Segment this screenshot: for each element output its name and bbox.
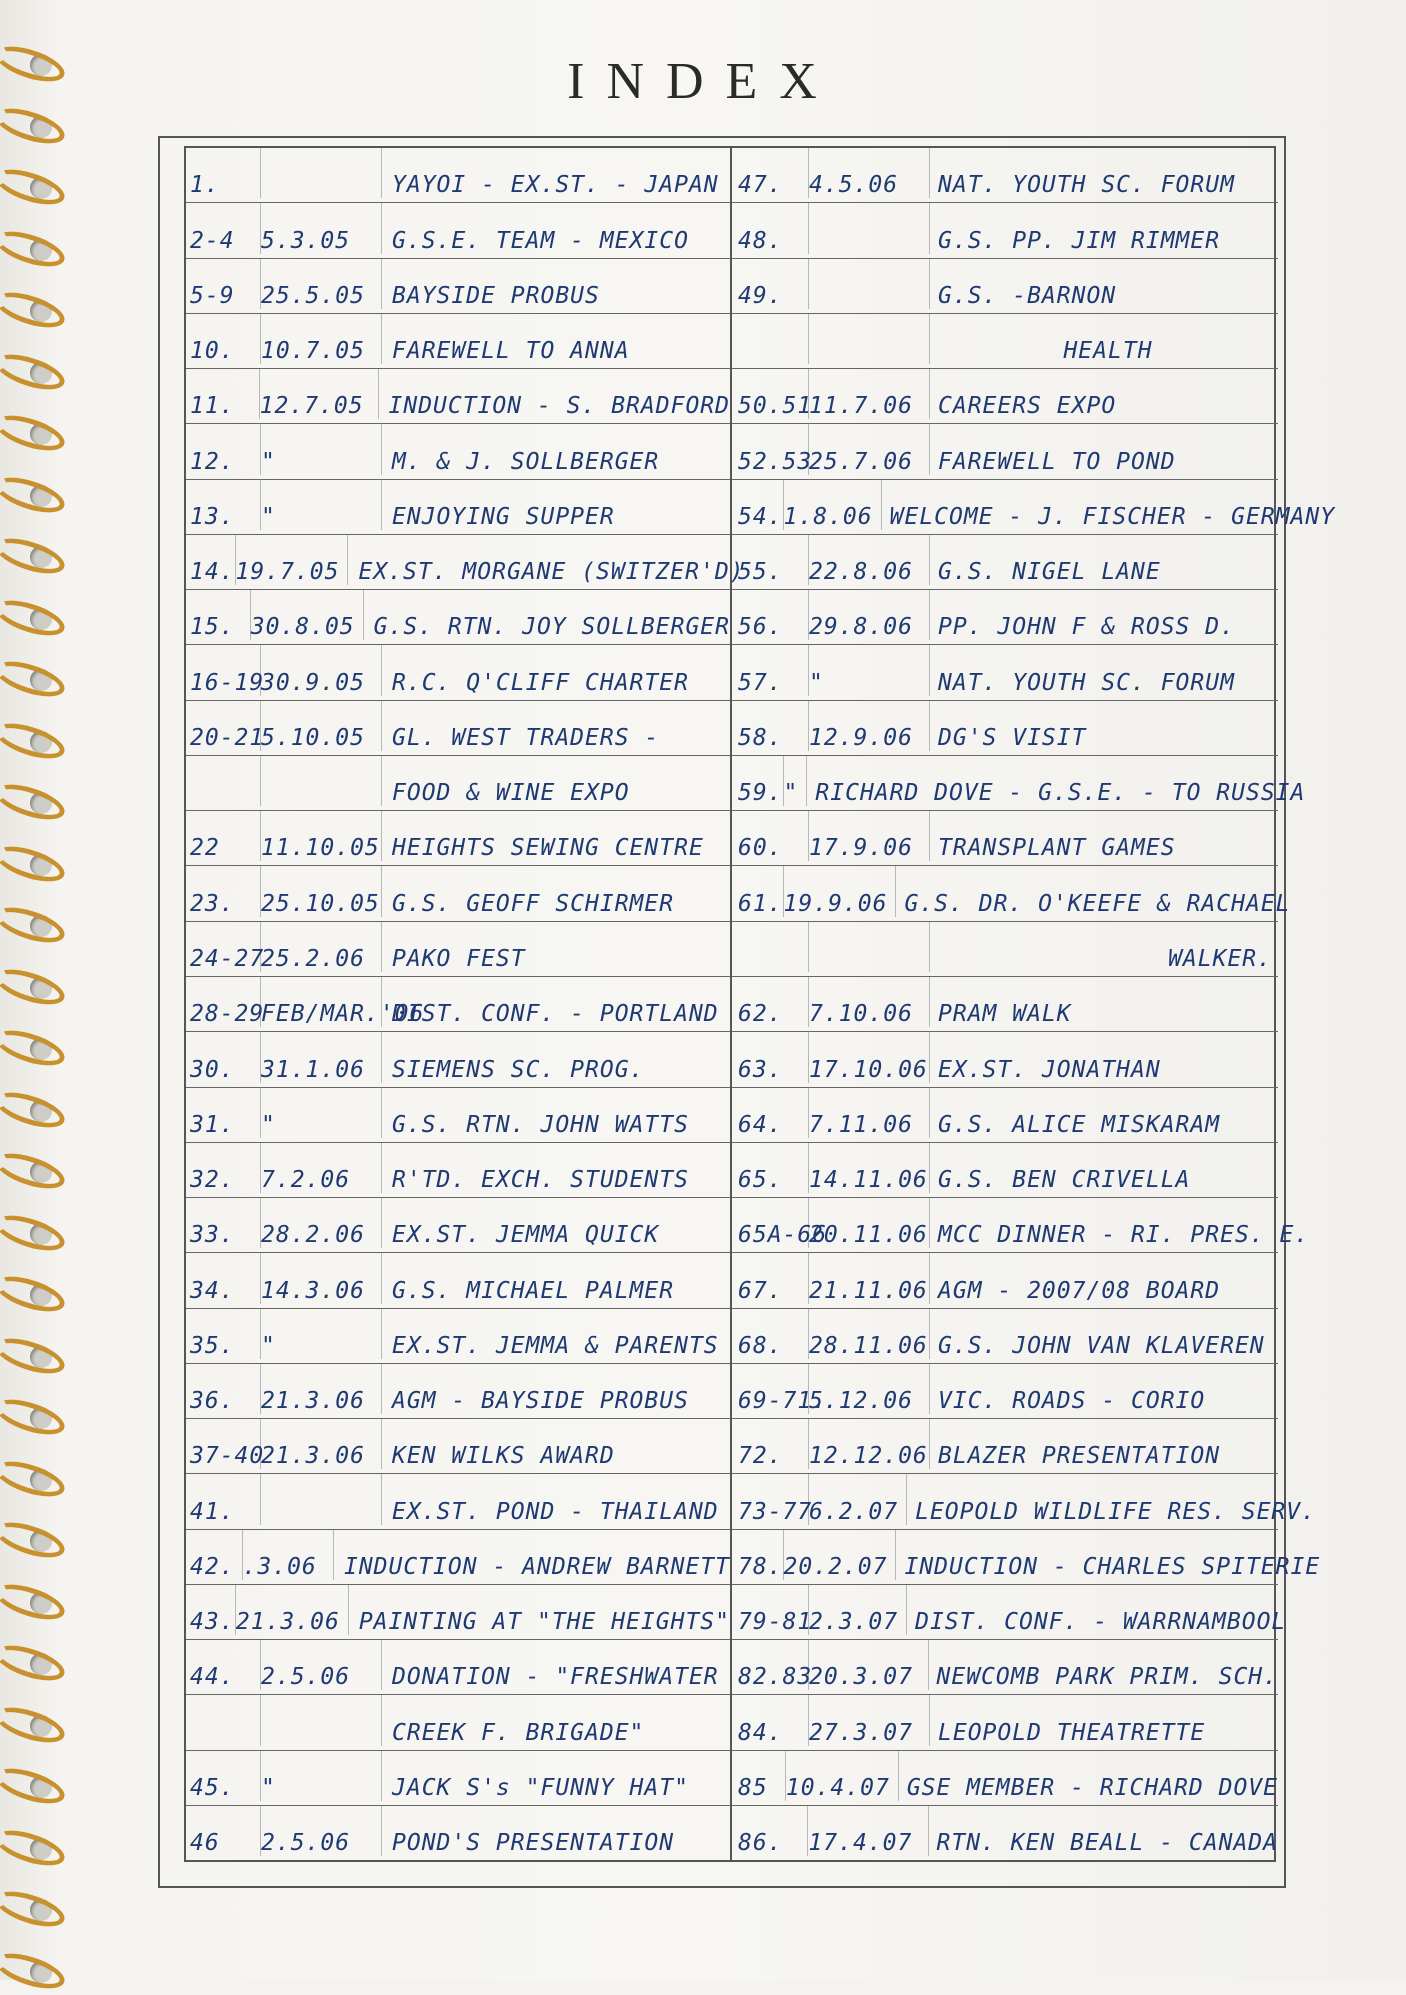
index-entry: G.S. DR. O'KEEFE & RACHAEL bbox=[904, 890, 1291, 917]
index-date: 27.3.07 bbox=[809, 1695, 930, 1745]
index-row bbox=[732, 1198, 1310, 1253]
index-entry: DONATION - "FRESHWATER bbox=[392, 1664, 719, 1691]
index-row bbox=[732, 756, 1306, 811]
index-date: 28.2.06 bbox=[261, 1198, 382, 1248]
index-date bbox=[261, 148, 382, 198]
index-page-number: 67. bbox=[732, 1253, 809, 1303]
index-row bbox=[732, 866, 1291, 921]
index-row bbox=[186, 811, 730, 866]
index-entry: DIST. CONF. - PORTLAND bbox=[392, 1001, 719, 1028]
spiral-ring bbox=[0, 1639, 69, 1688]
index-page-number: 73-77 bbox=[732, 1474, 809, 1524]
index-page-number: 47. bbox=[732, 148, 809, 198]
index-entry: RTN. KEN BEALL - CANADA bbox=[936, 1830, 1278, 1857]
index-date: " bbox=[261, 424, 382, 474]
index-entry: G.S. JOHN VAN KLAVEREN bbox=[938, 1332, 1265, 1359]
index-date bbox=[809, 922, 930, 972]
index-page-number: 58. bbox=[732, 701, 809, 751]
index-page-number: 42. bbox=[186, 1530, 243, 1580]
index-row bbox=[732, 480, 1336, 535]
spiral-ring bbox=[0, 1085, 69, 1134]
index-date: " bbox=[261, 1309, 382, 1359]
index-entry: BAYSIDE PROBUS bbox=[392, 282, 600, 309]
index-row bbox=[186, 1032, 730, 1087]
index-entry: G.S. PP. JIM RIMMER bbox=[938, 227, 1221, 254]
index-page-number: 65. bbox=[732, 1143, 809, 1193]
index-row bbox=[732, 535, 1278, 590]
spiral-ring bbox=[0, 409, 69, 458]
index-page-number: 78. bbox=[732, 1530, 784, 1580]
index-page-number: 60. bbox=[732, 811, 809, 861]
page-title: INDEX bbox=[567, 53, 839, 110]
spiral-ring bbox=[0, 1577, 69, 1626]
spiral-ring bbox=[0, 716, 69, 765]
index-date: " bbox=[261, 1088, 382, 1138]
index-entry: EX.ST. JONATHAN bbox=[938, 1056, 1161, 1083]
index-date: 31.1.06 bbox=[261, 1032, 382, 1082]
index-page-number: 20-21 bbox=[186, 701, 261, 751]
index-date: 25.2.06 bbox=[261, 922, 382, 972]
spiral-ring bbox=[0, 1516, 69, 1565]
index-page-number: 12. bbox=[186, 424, 261, 474]
index-date: 1.8.06 bbox=[784, 480, 882, 530]
index-entry: NAT. YOUTH SC. FORUM bbox=[938, 669, 1235, 696]
spiral-binding bbox=[0, 0, 90, 1980]
index-row bbox=[186, 1143, 730, 1198]
index-page-number bbox=[732, 314, 809, 364]
index-row bbox=[732, 1364, 1278, 1419]
index-page-number: 59. bbox=[732, 756, 784, 806]
index-date: 25.7.06 bbox=[809, 424, 930, 474]
index-page-number bbox=[732, 922, 809, 972]
index-date: 21.11.06 bbox=[809, 1253, 930, 1303]
index-date: " bbox=[809, 645, 930, 695]
index-row bbox=[732, 1806, 1278, 1860]
spiral-ring bbox=[0, 1393, 69, 1442]
index-date: 25.5.05 bbox=[261, 259, 382, 309]
index-entry: GSE MEMBER - RICHARD DOVE bbox=[906, 1774, 1278, 1801]
index-entry: WELCOME - J. FISCHER - GERMANY bbox=[889, 503, 1336, 530]
index-entry: G.S. GEOFF SCHIRMER bbox=[392, 890, 675, 917]
spiral-ring bbox=[0, 1700, 69, 1749]
index-date: 21.3.06 bbox=[261, 1364, 382, 1414]
index-entry: G.S.E. TEAM - MEXICO bbox=[392, 227, 689, 254]
index-page-number: 45. bbox=[186, 1751, 261, 1801]
index-entry: POND'S PRESENTATION bbox=[392, 1830, 675, 1857]
spiral-ring bbox=[0, 655, 69, 704]
index-entry: MCC DINNER - RI. PRES. E. bbox=[938, 1222, 1310, 1249]
index-date: 17.10.06 bbox=[809, 1032, 930, 1082]
index-date: " bbox=[261, 1751, 382, 1801]
index-row bbox=[732, 1695, 1278, 1750]
index-row bbox=[186, 148, 730, 203]
index-date: 22.8.06 bbox=[809, 535, 930, 585]
index-page-number: 54. bbox=[732, 480, 784, 530]
index-row bbox=[732, 1253, 1278, 1308]
spiral-ring bbox=[0, 1024, 69, 1073]
index-row bbox=[186, 314, 730, 369]
index-entry: G.S. BEN CRIVELLA bbox=[938, 1167, 1191, 1194]
spiral-ring bbox=[0, 901, 69, 950]
index-row bbox=[186, 1806, 730, 1860]
index-date: 5.12.06 bbox=[809, 1364, 930, 1414]
index-date: 12.7.05 bbox=[260, 369, 379, 419]
index-date: 14.11.06 bbox=[809, 1143, 930, 1193]
index-entry: KEN WILKS AWARD bbox=[392, 1443, 615, 1470]
index-entry: INDUCTION - CHARLES SPITERIE bbox=[904, 1553, 1321, 1580]
index-row bbox=[186, 1585, 730, 1640]
index-date: 19.9.06 bbox=[784, 866, 897, 916]
spiral-ring bbox=[0, 1823, 69, 1872]
index-entry: R'TD. EXCH. STUDENTS bbox=[392, 1167, 689, 1194]
index-entry: NEWCOMB PARK PRIM. SCH. bbox=[936, 1664, 1278, 1691]
index-column-right bbox=[732, 148, 1336, 1860]
index-page-number bbox=[186, 756, 261, 806]
index-date: 20.3.07 bbox=[809, 1640, 929, 1690]
index-page-number: 23. bbox=[186, 866, 261, 916]
index-entry: EX.ST. POND - THAILAND bbox=[392, 1498, 719, 1525]
index-row bbox=[732, 203, 1278, 258]
index-page-number: 35. bbox=[186, 1309, 261, 1359]
index-entry: NAT. YOUTH SC. FORUM bbox=[938, 172, 1235, 199]
index-page-number: 85 bbox=[732, 1751, 786, 1801]
index-entry: WALKER. bbox=[1168, 945, 1272, 972]
spiral-ring bbox=[0, 778, 69, 827]
index-page-number: 49. bbox=[732, 259, 809, 309]
index-row bbox=[186, 866, 730, 921]
index-row bbox=[732, 1088, 1278, 1143]
index-page-number: 72. bbox=[732, 1419, 809, 1469]
spiral-ring bbox=[0, 470, 69, 519]
index-page-number: 15. bbox=[186, 590, 251, 640]
index-entry: AGM - 2007/08 BOARD bbox=[938, 1277, 1221, 1304]
index-date bbox=[809, 314, 930, 364]
spiral-ring bbox=[0, 224, 69, 273]
spiral-ring bbox=[0, 1946, 69, 1995]
index-page-number: 1. bbox=[186, 148, 261, 198]
index-page-number: 44. bbox=[186, 1640, 261, 1690]
index-row bbox=[732, 1143, 1278, 1198]
index-page-number: 63. bbox=[732, 1032, 809, 1082]
index-entry: FAREWELL TO ANNA bbox=[392, 338, 630, 365]
index-date: 20.2.07 bbox=[784, 1530, 897, 1580]
index-entry: GL. WEST TRADERS - bbox=[392, 724, 660, 751]
index-entry: PP. JOHN F & ROSS D. bbox=[938, 614, 1235, 641]
index-entry: RICHARD DOVE - G.S.E. - TO RUSSIA bbox=[815, 780, 1306, 807]
index-page-number: 52.53 bbox=[732, 424, 809, 474]
index-entry: JACK S's "FUNNY HAT" bbox=[392, 1774, 689, 1801]
index-entry: CREEK F. BRIGADE" bbox=[392, 1719, 645, 1746]
index-page-number: 62. bbox=[732, 977, 809, 1027]
index-date: 10.4.07 bbox=[786, 1751, 899, 1801]
index-row bbox=[732, 977, 1278, 1032]
index-entry: AGM - BAYSIDE PROBUS bbox=[392, 1388, 689, 1415]
index-entry: TRANSPLANT GAMES bbox=[938, 835, 1176, 862]
index-row bbox=[732, 590, 1278, 645]
spiral-ring bbox=[0, 1208, 69, 1257]
index-row bbox=[732, 1530, 1321, 1585]
index-row bbox=[186, 203, 730, 258]
index-page-number: 22 bbox=[186, 811, 261, 861]
index-row bbox=[732, 922, 1278, 977]
index-date: 2.3.07 bbox=[809, 1585, 907, 1635]
spiral-ring bbox=[0, 962, 69, 1011]
index-date: 10.7.05 bbox=[261, 314, 382, 364]
index-row bbox=[186, 756, 730, 811]
index-page-number: 61. bbox=[732, 866, 784, 916]
index-row bbox=[732, 314, 1278, 369]
index-entry: FOOD & WINE EXPO bbox=[392, 780, 630, 807]
index-entry: M. & J. SOLLBERGER bbox=[392, 448, 660, 475]
spiral-ring bbox=[0, 163, 69, 212]
index-row bbox=[732, 259, 1278, 314]
index-date: 2.5.06 bbox=[261, 1806, 382, 1856]
index-date: 19.7.05 bbox=[236, 535, 349, 585]
index-row bbox=[186, 424, 730, 479]
index-page-number: 33. bbox=[186, 1198, 261, 1248]
index-row bbox=[186, 701, 730, 756]
index-row bbox=[732, 369, 1278, 424]
index-date: 20.11.06 bbox=[809, 1198, 930, 1248]
index-entry: HEIGHTS SEWING CENTRE bbox=[392, 835, 704, 862]
index-date: 4.5.06 bbox=[809, 148, 930, 198]
index-page-number: 31. bbox=[186, 1088, 261, 1138]
index-row bbox=[186, 1088, 730, 1143]
index-page-number: 50.51 bbox=[732, 369, 809, 419]
index-entry: G.S. NIGEL LANE bbox=[938, 559, 1161, 586]
index-row bbox=[732, 1032, 1278, 1087]
index-row bbox=[186, 259, 730, 314]
index-entry: G.S. RTN. JOHN WATTS bbox=[392, 1111, 689, 1138]
index-date: 12.12.06 bbox=[809, 1419, 930, 1469]
index-row bbox=[732, 424, 1278, 479]
index-entry: PAKO FEST bbox=[392, 945, 526, 972]
index-row bbox=[186, 590, 730, 645]
index-date: 17.4.07 bbox=[808, 1806, 928, 1856]
spiral-ring bbox=[0, 1885, 69, 1934]
index-entry: FAREWELL TO POND bbox=[938, 448, 1176, 475]
index-page-number: 64. bbox=[732, 1088, 809, 1138]
index-row bbox=[186, 977, 730, 1032]
index-page-number: 24-27 bbox=[186, 922, 261, 972]
index-entry: PRAM WALK bbox=[938, 1001, 1072, 1028]
index-row bbox=[186, 1695, 730, 1750]
index-entry: G.S. MICHAEL PALMER bbox=[392, 1277, 675, 1304]
index-row bbox=[732, 1309, 1278, 1364]
index-entry: R.C. Q'CLIFF CHARTER bbox=[392, 669, 689, 696]
index-date: 12.9.06 bbox=[809, 701, 930, 751]
index-page-number: 32. bbox=[186, 1143, 261, 1193]
index-row bbox=[732, 1585, 1287, 1640]
spiral-ring bbox=[0, 1147, 69, 1196]
index-page-number: 43. bbox=[186, 1585, 236, 1635]
index-date: 30.9.05 bbox=[261, 645, 382, 695]
index-entry: PAINTING AT "THE HEIGHTS" bbox=[358, 1609, 730, 1636]
index-date: " bbox=[784, 756, 808, 806]
index-row bbox=[186, 1419, 730, 1474]
index-column-left bbox=[186, 148, 745, 1860]
index-page-number: 48. bbox=[732, 203, 809, 253]
index-page-number: 57. bbox=[732, 645, 809, 695]
index-entry: HEALTH bbox=[1063, 338, 1153, 365]
index-entry: CAREERS EXPO bbox=[938, 393, 1117, 420]
index-row bbox=[732, 1640, 1278, 1695]
index-page-number: 82.83 bbox=[732, 1640, 809, 1690]
index-entry: YAYOI - EX.ST. - JAPAN bbox=[392, 172, 719, 199]
index-entry: INDUCTION - S. BRADFORD bbox=[388, 393, 730, 420]
index-row bbox=[186, 1198, 730, 1253]
index-page-number: 30. bbox=[186, 1032, 261, 1082]
index-row bbox=[186, 1751, 730, 1806]
index-date: 17.9.06 bbox=[809, 811, 930, 861]
index-page-number: 28-29 bbox=[186, 977, 261, 1027]
index-date: 11.10.05 bbox=[261, 811, 382, 861]
index-page-number: 84. bbox=[732, 1695, 809, 1745]
index-page-number: 65A-66 bbox=[732, 1198, 809, 1248]
index-row bbox=[732, 645, 1278, 700]
index-page-number: 5-9 bbox=[186, 259, 261, 309]
spiral-ring bbox=[0, 839, 69, 888]
index-table bbox=[184, 146, 1336, 1862]
index-row bbox=[186, 369, 730, 424]
index-page-number bbox=[186, 1695, 261, 1745]
index-page-number: 79-81 bbox=[732, 1585, 809, 1635]
index-entry: G.S. RTN. JOY SOLLBERGER bbox=[373, 614, 730, 641]
index-entry: G.S. ALICE MISKARAM bbox=[938, 1111, 1221, 1138]
index-date: 7.11.06 bbox=[809, 1088, 930, 1138]
index-page-number: 46 bbox=[186, 1806, 261, 1856]
index-page-number: 14. bbox=[186, 535, 236, 585]
spiral-ring bbox=[0, 347, 69, 396]
spiral-ring bbox=[0, 286, 69, 335]
index-page-number: 68. bbox=[732, 1309, 809, 1359]
index-date: 29.8.06 bbox=[809, 590, 930, 640]
index-row bbox=[186, 1253, 730, 1308]
index-entry: SIEMENS SC. PROG. bbox=[392, 1056, 645, 1083]
index-date: 7.2.06 bbox=[261, 1143, 382, 1193]
index-page-number: 69-71. bbox=[732, 1364, 809, 1414]
index-page-number: 34. bbox=[186, 1253, 261, 1303]
index-entry: DIST. CONF. - WARRNAMBOOL bbox=[915, 1609, 1287, 1636]
index-date: 5.10.05 bbox=[261, 701, 382, 751]
index-page-number: 11. bbox=[186, 369, 260, 419]
index-row bbox=[186, 1309, 730, 1364]
spiral-ring bbox=[0, 1331, 69, 1380]
index-page-number: 86. bbox=[732, 1806, 808, 1856]
spiral-ring bbox=[0, 1270, 69, 1319]
index-date bbox=[809, 259, 930, 309]
index-row bbox=[186, 1530, 730, 1585]
index-entry: EX.ST. JEMMA & PARENTS bbox=[392, 1332, 719, 1359]
index-row bbox=[186, 535, 745, 590]
index-row bbox=[186, 1364, 730, 1419]
index-date: " bbox=[261, 480, 382, 530]
index-entry: INDUCTION - ANDREW BARNETT bbox=[343, 1553, 730, 1580]
index-date: 25.10.05 bbox=[261, 866, 382, 916]
index-date bbox=[261, 1474, 382, 1524]
index-date: 28.11.06 bbox=[809, 1309, 930, 1359]
spiral-ring bbox=[0, 1454, 69, 1503]
index-date bbox=[261, 756, 382, 806]
index-entry: LEOPOLD WILDLIFE RES. SERV. bbox=[915, 1498, 1316, 1525]
index-entry: BLAZER PRESENTATION bbox=[938, 1443, 1221, 1470]
index-entry: ENJOYING SUPPER bbox=[392, 503, 615, 530]
index-entry: EX.ST. JEMMA QUICK bbox=[392, 1222, 660, 1249]
index-row bbox=[186, 922, 730, 977]
index-page-number: 56. bbox=[732, 590, 809, 640]
index-entry: VIC. ROADS - CORIO bbox=[938, 1388, 1206, 1415]
index-row bbox=[732, 148, 1278, 203]
index-entry: G.S. -BARNON bbox=[938, 282, 1117, 309]
index-date: 21.3.06 bbox=[236, 1585, 349, 1635]
index-date: 6.2.07 bbox=[809, 1474, 907, 1524]
index-date bbox=[809, 203, 930, 253]
index-page-number: 10. bbox=[186, 314, 261, 364]
index-date: 11.7.06 bbox=[809, 369, 930, 419]
index-page-number: 16-19 bbox=[186, 645, 261, 695]
index-row bbox=[732, 701, 1278, 756]
index-row bbox=[732, 811, 1278, 866]
index-date: 30.8.05 bbox=[251, 590, 364, 640]
spiral-ring bbox=[0, 593, 69, 642]
index-page-number: 41. bbox=[186, 1474, 261, 1524]
index-entry: DG'S VISIT bbox=[938, 724, 1087, 751]
index-row bbox=[732, 1474, 1316, 1529]
index-row bbox=[186, 1474, 730, 1529]
index-date bbox=[261, 1695, 382, 1745]
index-date: .3.06 bbox=[243, 1530, 334, 1580]
index-row bbox=[732, 1751, 1278, 1806]
index-date: FEB/MAR.'06 bbox=[261, 977, 382, 1027]
index-row bbox=[186, 480, 730, 535]
index-row bbox=[186, 1640, 730, 1695]
index-page-number: 2-4 bbox=[186, 203, 261, 253]
index-date: 7.10.06 bbox=[809, 977, 930, 1027]
index-date: 2.5.06 bbox=[261, 1640, 382, 1690]
index-page-number: 37-40 bbox=[186, 1419, 261, 1469]
index-row bbox=[186, 645, 730, 700]
index-entry: LEOPOLD THEATRETTE bbox=[938, 1719, 1206, 1746]
index-entry: EX.ST. MORGANE (SWITZER'D) bbox=[358, 559, 745, 586]
spiral-ring bbox=[0, 532, 69, 581]
index-date: 5.3.05 bbox=[261, 203, 382, 253]
index-page-number: 55. bbox=[732, 535, 809, 585]
index-row bbox=[732, 1419, 1278, 1474]
index-page-number: 13. bbox=[186, 480, 261, 530]
index-date: 21.3.06 bbox=[261, 1419, 382, 1469]
index-date: 14.3.06 bbox=[261, 1253, 382, 1303]
index-page-number: 36. bbox=[186, 1364, 261, 1414]
spiral-ring bbox=[0, 1762, 69, 1811]
